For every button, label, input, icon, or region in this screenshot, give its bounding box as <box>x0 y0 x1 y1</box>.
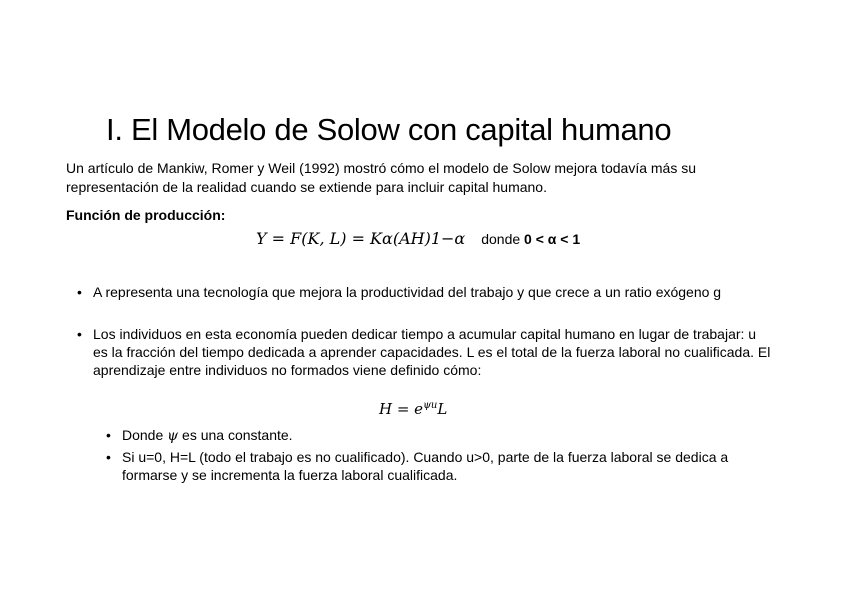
hc-formula-exponent: ψu <box>423 400 438 411</box>
condition-value: 0 < α < 1 <box>524 231 581 247</box>
sub-bullet-prefix: Donde <box>122 427 168 443</box>
condition-prefix: donde <box>481 231 525 247</box>
slide-title: I. El Modelo de Solow con capital humano <box>106 112 672 147</box>
sub-bullet-dot-icon: • <box>106 427 111 443</box>
sub-bullet-u-cases <box>106 448 772 484</box>
bullet-human-capital <box>77 325 773 379</box>
production-function-formula <box>256 229 580 248</box>
human-capital-formula <box>379 400 447 418</box>
hc-formula-rhs: L <box>437 400 448 418</box>
production-function-heading: Función de producción: <box>66 207 226 223</box>
bullet-dot-icon: • <box>77 326 82 342</box>
formula-exponent-one-minus-alpha: 1−α <box>430 229 466 248</box>
bullet-dot-icon: • <box>77 284 82 300</box>
sub-bullet-text: Si u=0, H=L (todo el trabajo es no cualificado). Cuando u>0, parte de la fuerza laboral se dedica a formarse y se incrementa la fuerza laboral cualificada. <box>122 449 729 483</box>
formula-mid: (AH) <box>392 229 431 248</box>
sub-bullet-dot-icon: • <box>106 449 111 465</box>
formula-lhs: Y = F(K, L) = K <box>256 229 383 248</box>
bullet-text: A representa una tecnología que mejora la productividad del trabajo y que crece a un ratio exógeno g <box>93 284 722 300</box>
bullet-text: Los individuos en esta economía pueden dedicar tiempo a acumular capital humano en lugar de trabajar: u es la fracción del tiempo dedicada a aprender capacidades. L es el total de la fuerza laboral no cualificada. El aprendizaje entre individuos no formados viene definido cómo: <box>93 326 771 378</box>
hc-formula-lhs: H = e <box>379 400 424 418</box>
sub-bullet-suffix: es una constante. <box>178 427 293 443</box>
bullet-technology <box>77 283 773 301</box>
intro-paragraph: Un artículo de Mankiw, Romer y Weil (1992) mostró cómo el modelo de Solow mejora todavía más su representación de la realidad cuando se extiende para incluir capital humano. <box>66 160 697 195</box>
psi-symbol: ψ <box>167 428 179 444</box>
formula-exponent-alpha: α <box>382 229 393 248</box>
sub-bullet-constant <box>106 426 772 445</box>
formula-condition <box>481 231 580 247</box>
